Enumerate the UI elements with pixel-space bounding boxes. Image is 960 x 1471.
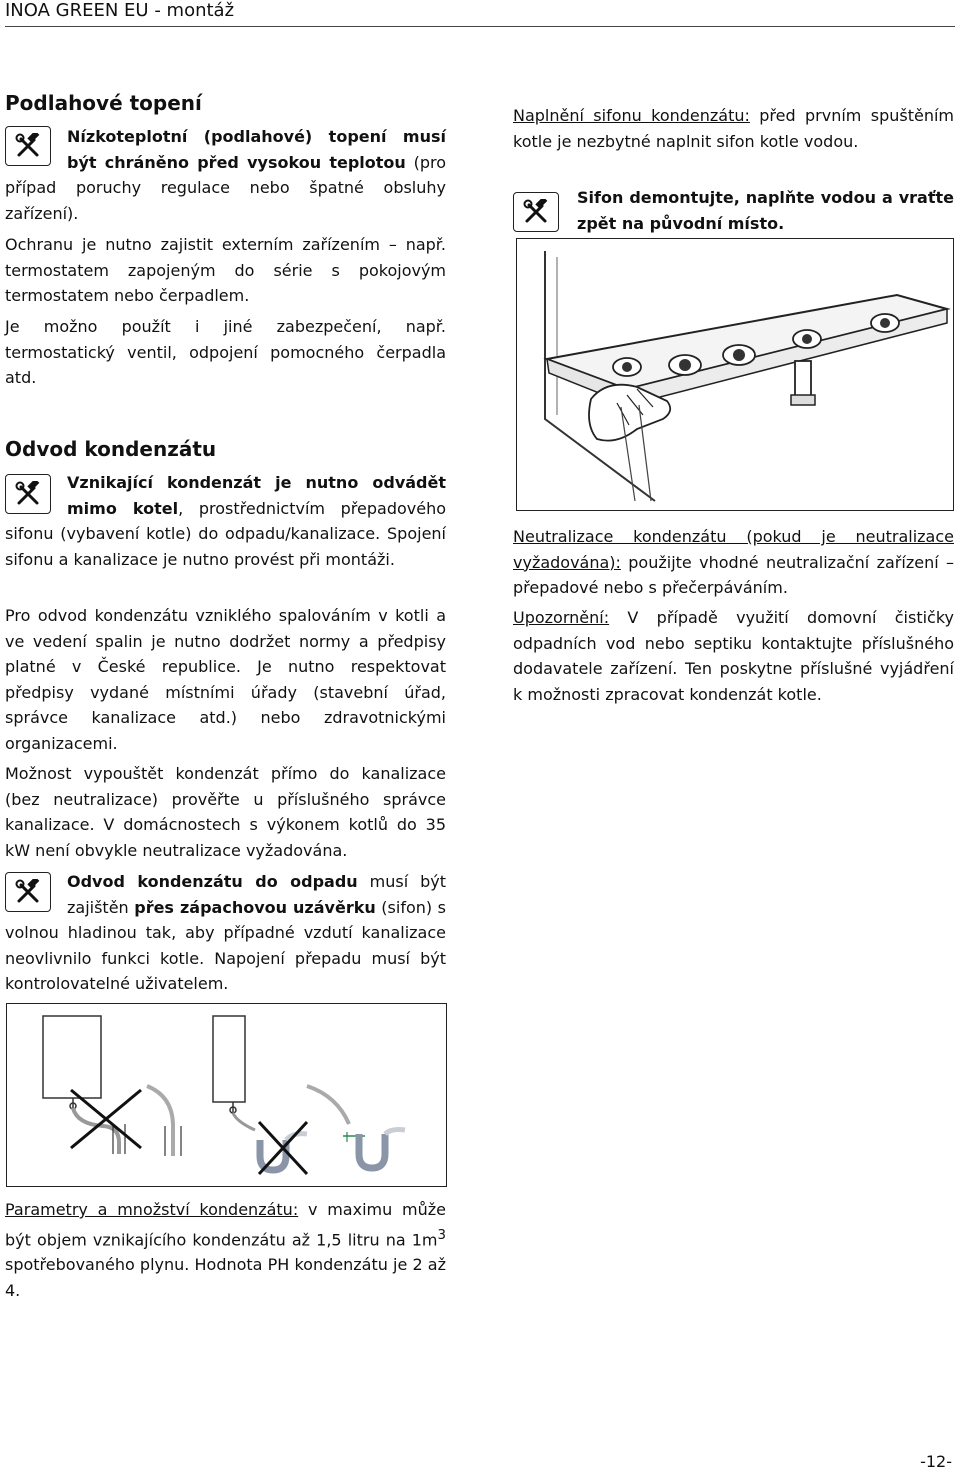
siphon-fill-label: Naplnění sifonu kondenzátu: (513, 106, 750, 125)
document-header-title: INOA GREEN EU - montáž (5, 0, 235, 21)
siphon-unit (795, 361, 811, 397)
floor-heating-warning-rest: (pro případ poruchy regulace nebo špatné obsluhy zařízení). (5, 152, 447, 223)
condensate-paragraph-1: Pro odvod kondenzátu vzniklého spalováním v kotli a ve vedení spalin je nutno dodržet normy a předpisy platné v České republice. Je nutno respektovat předpisy vydané místními úřady (stavební úřad, správce kanalizace atd.) nebo zdravotnickými organizacemi. (5, 606, 446, 753)
neutralization-label: Neutralizace kondenzátu (pokud je neutralizace vyžadována): (513, 527, 954, 572)
siphon-fill-text: před prvním spuštěním kotle je nezbytné naplnit sifon kotle vodou. (513, 106, 955, 151)
drain-hose-middle (147, 1086, 173, 1156)
siphon-connection-diagram (6, 1003, 447, 1187)
parameters-text-2: spotřebovaného plynu. Hodnota PH kondenzátu je 2 až 4. (5, 1255, 446, 1300)
tool-warning-icon (513, 192, 559, 232)
neutralization-text: použijte vhodné neutralizační zařízení – přepadové nebo s přečerpáváním. (513, 552, 954, 597)
siphon-warning-bold-1: Odvod kondenzátu do odpadu (67, 872, 358, 891)
boiler-outline-left (43, 1016, 101, 1098)
floor-heating-paragraph-2: Je možno použít i jiné zabezpečení, např. termostatický ventil, odpojení pomocného čerpadla atd. (5, 317, 446, 387)
condensate-heading: Odvod kondenzátu (5, 437, 217, 461)
warning-label: Upozornění: (513, 608, 610, 627)
sewage-plant-warning-paragraph (513, 605, 954, 707)
condensate-warning (5, 470, 446, 572)
siphon-warning-text-2: (sifon) s volnou hladinou tak, aby případné vzdutí kanalizace neovlivnilo funkci kotle. Napojení přepadu musí být kontrolovatelné uživatelem. (5, 897, 446, 993)
neutralization-paragraph (513, 524, 954, 601)
siphon-refit-warning-bold: Sifon demontujte, naplňte vodou a vraťte zpět na původní místo. (577, 188, 954, 233)
warning-text: V případě využití domovní čističky odpadních vod nebo septiku kontaktujte příslušného dodavatele zařízení. Ten poskytne příslušné vyjádření k možnosti zpracovat kondenzát kotle. (513, 608, 954, 704)
condensate-parameters-paragraph (5, 1197, 446, 1303)
boiler-outline-right (213, 1016, 245, 1102)
floor-heating-paragraph-1: Ochranu je nutno zajistit externím zařízením – např. termostatem zapojeným do série s pokojovým termostatem nebo čerpadlem. (5, 235, 446, 305)
siphon-trap-2 (359, 1134, 385, 1168)
parameters-text-1: v maximu může být objem vznikajícího kondenzátu až 1,5 litru na 1m (5, 1200, 446, 1249)
floor-heating-warning (5, 124, 446, 226)
siphon-warning-bold-2: přes zápachovou uzávěrku (134, 897, 376, 917)
siphon-refit-warning (577, 185, 954, 236)
siphon-warning-text-1: musí být zajištěn (67, 872, 447, 917)
siphon-fill-paragraph (513, 103, 954, 154)
header-divider (5, 26, 955, 27)
siphon-requirement-warning (5, 869, 446, 997)
page-number: -12- (920, 1452, 952, 1471)
condensate-warning-rest: , prostřednictvím přepadového sifonu (vybavení kotle) do odpadu/kanalizace. Spojení sifonu a kanalizace je nutno provést při montáži. (5, 498, 447, 569)
parameters-label: Parametry a množství kondenzátu: (5, 1200, 299, 1219)
floor-heating-heading: Podlahové topení (5, 91, 202, 115)
siphon-trap-1 (260, 1140, 286, 1170)
cubic-superscript: 3 (437, 1227, 446, 1243)
floor-heating-warning-bold: Nízkoteplotní (podlahové) topení musí být chráněno před vysokou teplotou (67, 127, 446, 172)
condensate-warning-bold: Vznikající kondenzát je nutno odvádět mimo kotel (67, 473, 446, 518)
condensate-paragraph-2: Možnost vypouštět kondenzát přímo do kanalizace (bez neutralizace) prověřte u příslušného správce kanalizace. V domácnostech s výkonem kotlů do 35 kW není obvykle neutralizace vyžadována. (5, 764, 446, 860)
boiler-siphon-illustration (516, 238, 954, 511)
